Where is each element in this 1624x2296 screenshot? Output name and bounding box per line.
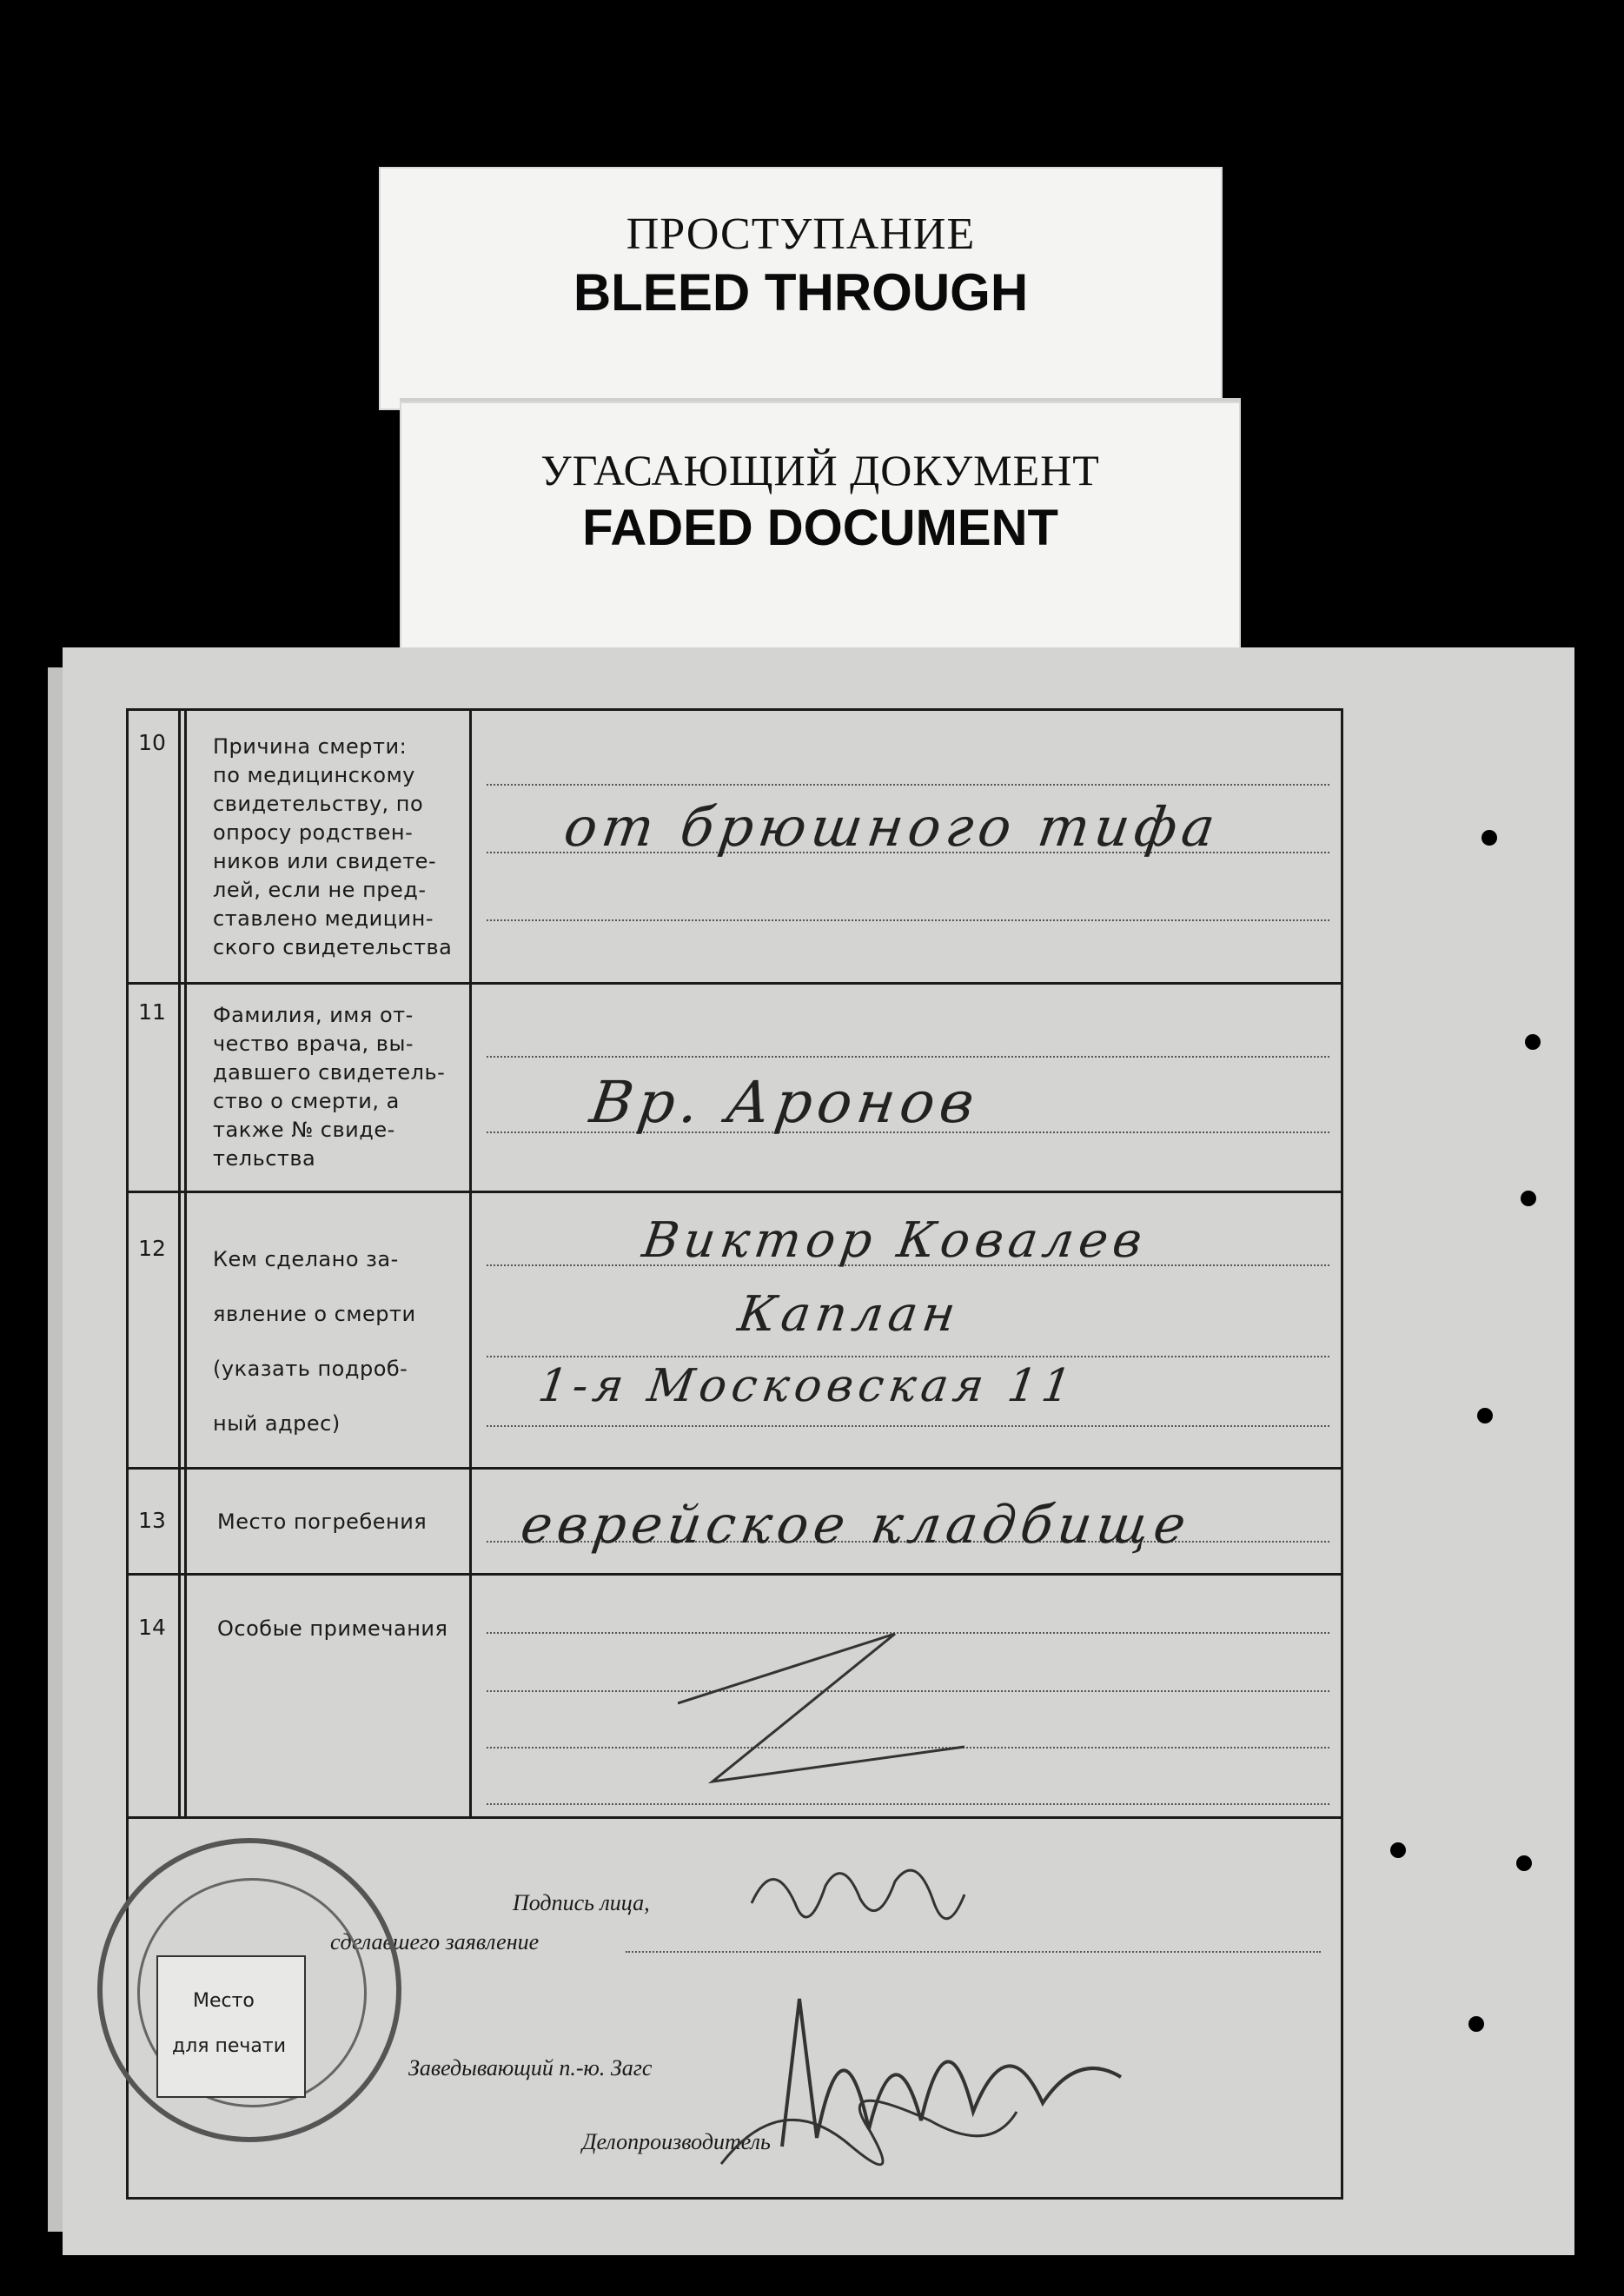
- row-divider: [126, 1467, 1341, 1470]
- strike-through-mark: [678, 1625, 973, 1790]
- stamp-place-label: для печати: [172, 2035, 287, 2057]
- handwritten-entry-line: Каплан: [734, 1286, 964, 1343]
- row-label: Место погребения: [217, 1510, 428, 1534]
- punch-hole: [1481, 830, 1497, 846]
- entry-line: [487, 1056, 1329, 1058]
- bleed-through-notice: [379, 167, 1223, 410]
- number-column-divider: [178, 708, 181, 1816]
- punch-hole: [1521, 1191, 1536, 1206]
- entry-line: [487, 784, 1329, 786]
- number-column-divider-2: [184, 708, 187, 1816]
- handwritten-entry: от брюшного тифа: [560, 795, 1224, 859]
- row-number: 12: [138, 1236, 166, 1261]
- row-number: 13: [138, 1508, 166, 1533]
- punch-hole: [1390, 1842, 1406, 1858]
- stamp-placeholder-box: [156, 1955, 306, 2098]
- row-divider: [126, 1816, 1341, 1819]
- handwritten-entry: еврейское кладбище: [517, 1495, 1195, 1556]
- applicant-signature-label: Подпись лица,: [513, 1890, 650, 1915]
- punch-hole: [1516, 1855, 1532, 1871]
- faded-document-notice: [400, 398, 1241, 662]
- entry-line: [487, 919, 1329, 921]
- entry-line: [487, 1356, 1329, 1357]
- notice-title-ru: УГАСАЮЩИЙ ДОКУМЕНТ: [540, 446, 1100, 494]
- row-divider: [126, 1573, 1341, 1576]
- signature-line: [626, 1951, 1321, 1953]
- punch-hole: [1468, 2016, 1484, 2032]
- row-label: Фамилия, имя от- чество врача, вы- давшего свидетель- ство о смерти, а также № свиде- тельства: [213, 1003, 446, 1171]
- entry-line: [487, 1803, 1329, 1805]
- row-divider: [126, 1191, 1341, 1193]
- row-label: Причина смерти: по медицинскому свидетельству, по опросу родствен- ников или свидете- лей, если не пред- ставлено медицин- ского свидетельства: [213, 734, 453, 959]
- clerk-signature: [713, 2077, 1025, 2207]
- notice-title-ru: ПРОСТУПАНИЕ: [626, 209, 976, 259]
- handwritten-entry-line: Виктор Ковалев: [639, 1212, 1151, 1269]
- row-divider: [126, 982, 1341, 985]
- clerk-signature-label: Делопроизводитель: [582, 2129, 771, 2154]
- handwritten-entry: Вр. Аронов: [586, 1069, 984, 1136]
- stamp-place-label: Место: [193, 1990, 255, 2012]
- row-number: 11: [138, 999, 166, 1025]
- row-label: Кем сделано за- явление о смерти (указать подроб- ный адрес): [213, 1247, 416, 1436]
- punch-hole: [1525, 1034, 1541, 1050]
- row-label: Особые примечания: [217, 1616, 448, 1641]
- row-number: 10: [138, 730, 166, 755]
- label-column-divider: [469, 708, 472, 1816]
- applicant-signature: [747, 1851, 973, 1955]
- punch-hole: [1477, 1408, 1493, 1423]
- entry-line: [487, 1425, 1329, 1427]
- notice-title-en: BLEED THROUGH: [573, 263, 1029, 322]
- notice-title-en: FADED DOCUMENT: [582, 500, 1058, 556]
- handwritten-entry-line: 1-я Московская 11: [534, 1360, 1080, 1412]
- row-number: 14: [138, 1615, 166, 1640]
- head-signature-label: Заведывающий п.-ю. Загс: [408, 2055, 653, 2080]
- applicant-signature-label: сделавшего заявление: [330, 1929, 540, 1954]
